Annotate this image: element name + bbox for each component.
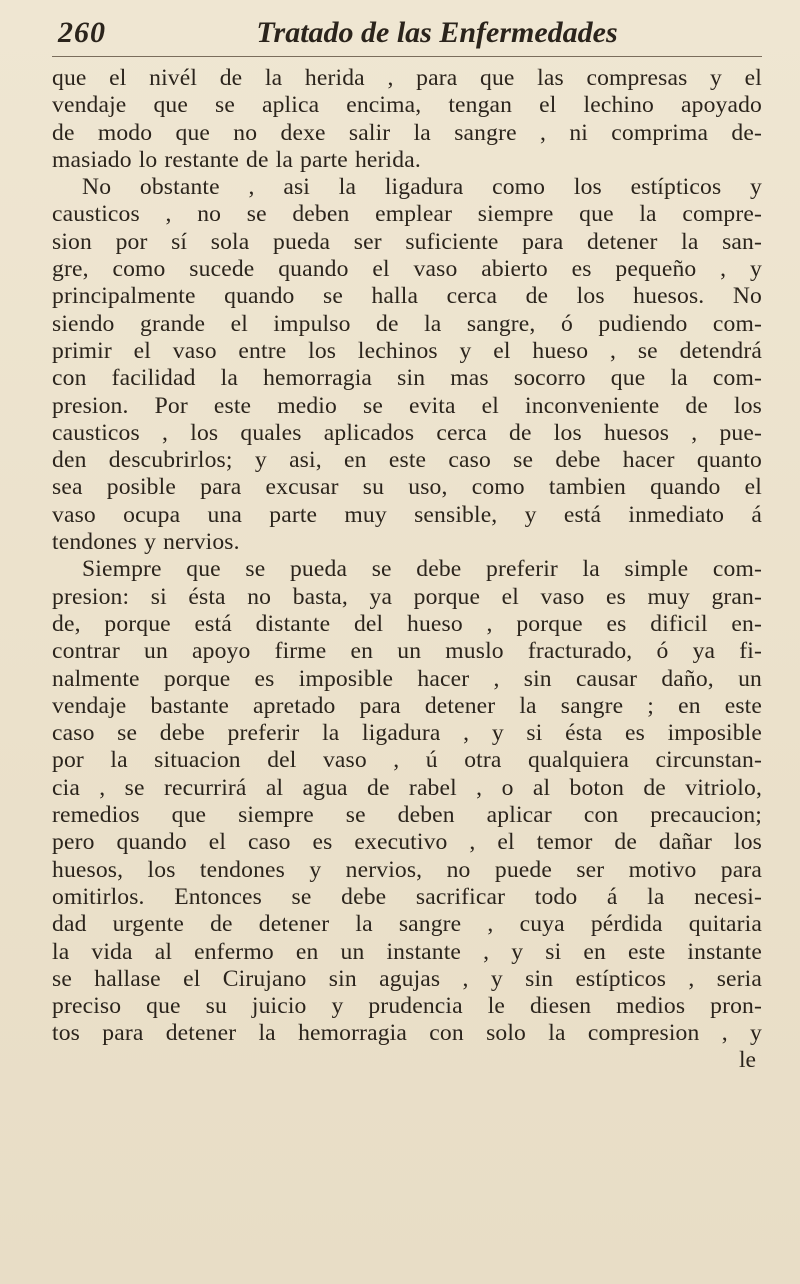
text-line: vendaje bastante apretado para detener la sangre ; en este bbox=[52, 692, 762, 719]
text-line: sea posible para excusar su uso, como tambien quando el bbox=[52, 474, 762, 501]
text-line: vaso ocupa una parte muy sensible, y está inmediato á bbox=[52, 501, 762, 528]
text-line: huesos, los tendones y nervios, no puede ser motivo para bbox=[52, 856, 762, 883]
text-line: de modo que no dexe salir la sangre , ni comprima de- bbox=[52, 119, 762, 146]
text-line: con facilidad la hemorragia sin mas socorro que la com- bbox=[52, 365, 762, 392]
text-line: tos para detener la hemorragia con solo la compresion , y bbox=[52, 1020, 762, 1047]
text-line: principalmente quando se halla cerca de los huesos. No bbox=[52, 283, 762, 310]
catchword-row bbox=[52, 1048, 762, 1075]
text-line: pero quando el caso es executivo , el temor de dañar los bbox=[52, 829, 762, 856]
text-line: primir el vaso entre los lechinos y el hueso , se detendrá bbox=[52, 337, 762, 364]
text-line: omitirlos. Entonces se debe sacrificar todo á la necesi- bbox=[52, 883, 762, 910]
text-line: la vida al enfermo en un instante , y si en este instante bbox=[52, 938, 762, 965]
catchword: le bbox=[738, 1046, 756, 1073]
text-line: tendones y nervios. bbox=[52, 529, 240, 556]
text-line: masiado lo restante de la parte herida. bbox=[52, 146, 421, 173]
body-text bbox=[52, 65, 762, 1048]
text-line: que el nivél de la herida , para que las compresas y el bbox=[52, 65, 762, 91]
text-line: causticos , no se deben emplear siempre que la compre- bbox=[52, 201, 762, 228]
text-line: caso se debe preferir la ligadura , y si ésta es imposible bbox=[52, 720, 762, 747]
text-line: siendo grande el impulso de la sangre, ó pudiendo com- bbox=[52, 310, 762, 337]
text-line: vendaje que se aplica encima, tengan el lechino apoyado bbox=[52, 92, 762, 119]
text-line: gre, como sucede quando el vaso abierto es pequeño , y bbox=[52, 256, 762, 283]
text-line: de, porque está distante del hueso , porque es dificil en- bbox=[52, 610, 762, 637]
text-line: presion. Por este medio se evita el inconveniente de los bbox=[52, 392, 762, 419]
text-line: preciso que su juicio y prudencia le diesen medios pron- bbox=[52, 993, 762, 1020]
text-line: se hallase el Cirujano sin agujas , y sin estípticos , seria bbox=[52, 965, 762, 992]
running-title: Tratado de las Enfermedades bbox=[256, 16, 618, 49]
text-line: presion: si ésta no basta, ya porque el vaso es muy gran- bbox=[52, 583, 762, 610]
page-number: 260 bbox=[58, 16, 106, 49]
text-line: den descubrirlos; y asi, en este caso se debe hacer quanto bbox=[52, 447, 762, 474]
text-line: remedios que siempre se deben aplicar con precaucion; bbox=[52, 802, 762, 829]
text-line: cia , se recurrirá al agua de rabel , o al boton de vitriolo, bbox=[52, 774, 762, 801]
text-line: nalmente porque es imposible hacer , sin causar daño, un bbox=[52, 665, 762, 692]
text-line: sion por sí sola pueda ser suficiente para detener la san- bbox=[52, 228, 762, 255]
text-line: Siempre que se pueda se debe preferir la simple com- bbox=[82, 556, 762, 583]
text-line: dad urgente de detener la sangre , cuya pérdida quitaria bbox=[52, 911, 762, 938]
text-line: por la situacion del vaso , ú otra qualquiera circunstan- bbox=[52, 747, 762, 774]
text-line: No obstante , asi la ligadura como los estípticos y bbox=[82, 174, 762, 201]
text-line: contrar un apoyo firme en un muslo fracturado, ó ya fi- bbox=[52, 638, 762, 665]
running-head bbox=[52, 10, 762, 57]
text-line: causticos , los quales aplicados cerca de los huesos , pue- bbox=[52, 419, 762, 446]
